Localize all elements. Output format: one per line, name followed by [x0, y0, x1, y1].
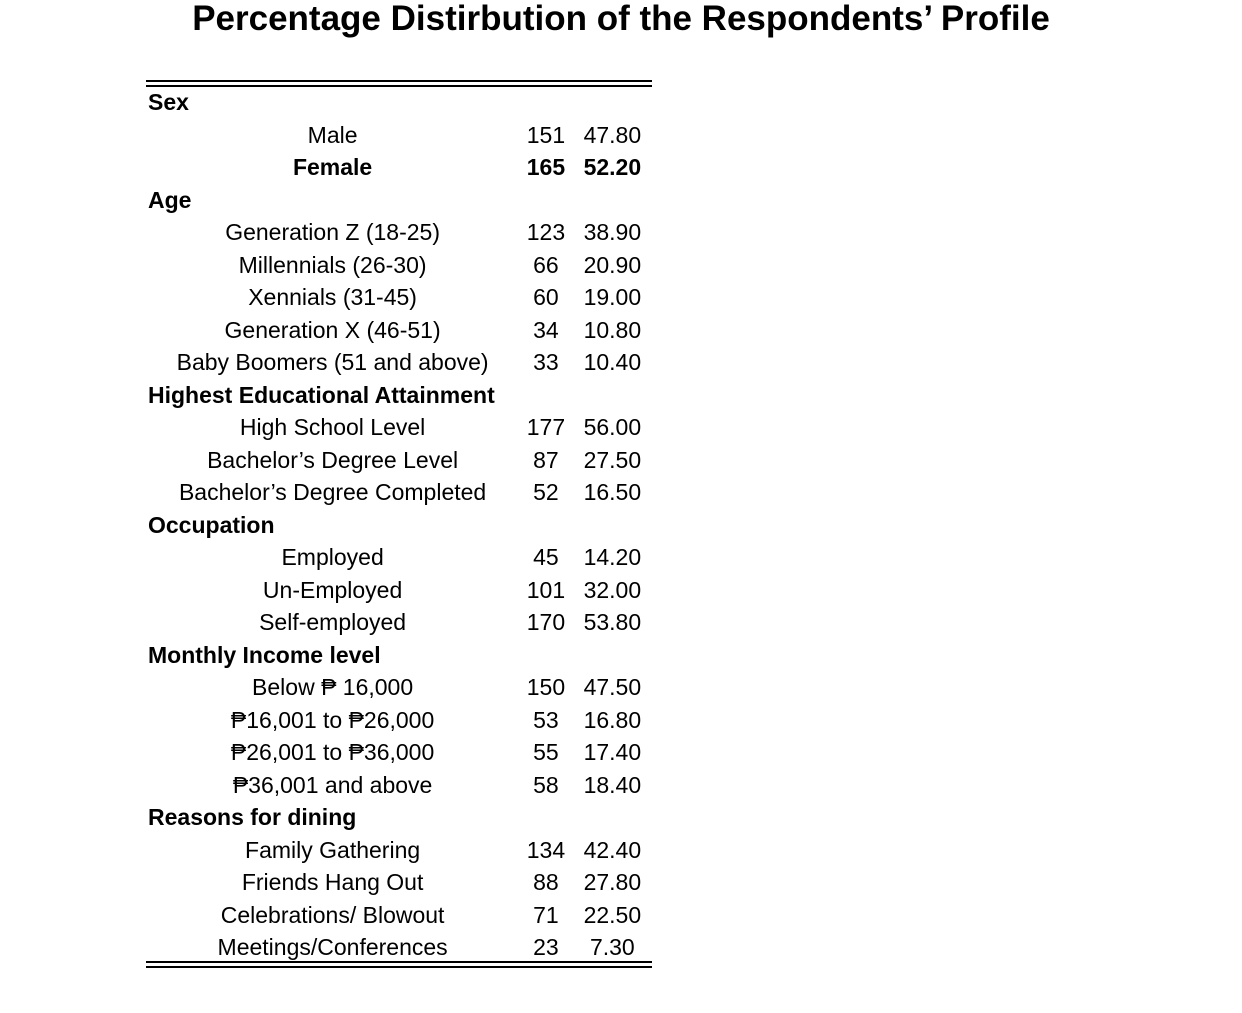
category-label: Male: [307, 121, 358, 148]
section-heading-row: [146, 509, 652, 542]
count-cell: 134: [526, 836, 566, 863]
count-cell: 88: [533, 869, 559, 896]
count-cell: 150: [526, 674, 566, 701]
table-row: [146, 444, 652, 477]
count-cell: 52: [533, 479, 559, 506]
category-label: Meetings/Conferences: [217, 934, 448, 961]
count-cell: 71: [533, 901, 559, 928]
percent-cell: 18.40: [583, 771, 642, 798]
percent-cell: 19.00: [583, 284, 642, 311]
section-heading: Sex: [148, 89, 189, 116]
count-cell: 34: [533, 316, 559, 343]
table-row: [146, 314, 652, 347]
section-heading-row: [146, 639, 652, 672]
empty-cell: [573, 86, 652, 119]
empty-cell: [573, 379, 652, 412]
percent-cell: 47.80: [583, 121, 642, 148]
section-heading-row: [146, 184, 652, 217]
table-row: [146, 769, 652, 802]
percent-cell: 32.00: [583, 576, 642, 603]
category-label: Female: [292, 154, 373, 181]
category-label: Friends Hang Out: [241, 869, 424, 896]
category-label: Baby Boomers (51 and above): [176, 349, 489, 376]
count-cell: 53: [533, 706, 559, 733]
count-cell: 60: [533, 284, 559, 311]
section-heading: Highest Educational Attainment: [148, 381, 495, 408]
table-row: [146, 606, 652, 639]
table-row: [146, 704, 652, 737]
bottom-rule-outer: [146, 961, 652, 963]
percent-cell: 7.30: [589, 934, 635, 961]
percent-cell: 27.80: [583, 869, 642, 896]
percent-cell: 38.90: [583, 219, 642, 246]
count-cell: 23: [533, 934, 559, 961]
count-cell: 177: [526, 414, 566, 441]
table-row: [146, 541, 652, 574]
empty-cell: [519, 86, 573, 119]
table-row: [146, 736, 652, 769]
table-row: [146, 931, 652, 964]
table-row: [146, 834, 652, 867]
empty-cell: [519, 801, 573, 834]
empty-cell: [573, 509, 652, 542]
percent-cell: 20.90: [583, 251, 642, 278]
count-cell: 101: [526, 576, 566, 603]
count-cell: 123: [526, 219, 566, 246]
top-rule-outer: [146, 80, 652, 82]
category-label: Generation Z (18-25): [225, 219, 440, 246]
empty-cell: [519, 379, 573, 412]
count-cell: 45: [533, 544, 559, 571]
profile-table-body: [146, 86, 652, 964]
category-label: Celebrations/ Blowout: [220, 901, 445, 928]
count-cell: 151: [526, 121, 566, 148]
count-cell: 170: [526, 609, 566, 636]
percent-cell: 27.50: [583, 446, 642, 473]
count-cell: 55: [533, 739, 559, 766]
category-label: Below ₱ 16,000: [252, 674, 414, 701]
category-label: High School Level: [239, 414, 426, 441]
percent-cell: 17.40: [583, 739, 642, 766]
table-row: [146, 151, 652, 184]
percent-cell: 22.50: [583, 901, 642, 928]
count-cell: 87: [533, 446, 559, 473]
category-label: Bachelor’s Degree Completed: [178, 479, 487, 506]
bottom-rule-inner: [146, 966, 652, 968]
table-row: [146, 476, 652, 509]
table-row: [146, 216, 652, 249]
category-label: Bachelor’s Degree Level: [207, 446, 459, 473]
count-cell: 165: [526, 154, 566, 181]
empty-cell: [519, 639, 573, 672]
category-label: ₱36,001 and above: [232, 771, 433, 798]
percent-cell: 10.80: [583, 316, 642, 343]
percent-cell: 53.80: [583, 609, 642, 636]
category-label: ₱16,001 to ₱26,000: [230, 706, 435, 733]
table-row: [146, 671, 652, 704]
empty-cell: [519, 184, 573, 217]
category-label: ₱26,001 to ₱36,000: [230, 739, 435, 766]
category-label: Xennials (31-45): [248, 284, 417, 311]
percent-cell: 16.80: [583, 706, 642, 733]
empty-cell: [573, 184, 652, 217]
section-heading-row: [146, 86, 652, 119]
percent-cell: 42.40: [583, 836, 642, 863]
section-heading: Occupation: [148, 511, 275, 538]
category-label: Un-Employed: [262, 576, 403, 603]
section-heading-row: [146, 801, 652, 834]
category-label: Employed: [281, 544, 384, 571]
section-heading: Monthly Income level: [148, 641, 381, 668]
count-cell: 58: [533, 771, 559, 798]
percent-cell: 14.20: [583, 544, 642, 571]
table-row: [146, 281, 652, 314]
percent-cell: 52.20: [583, 154, 642, 181]
section-heading: Reasons for dining: [148, 804, 357, 831]
category-label: Millennials (26-30): [238, 251, 427, 278]
table-title: Percentage Distirbution of the Respondents’ Profile: [192, 0, 1050, 38]
profile-table: [146, 86, 652, 964]
category-label: Self-employed: [259, 609, 407, 636]
table-row: [146, 411, 652, 444]
table-row: [146, 346, 652, 379]
section-heading: Age: [148, 186, 192, 213]
percent-cell: 47.50: [583, 674, 642, 701]
table-row: [146, 866, 652, 899]
count-cell: 33: [533, 349, 559, 376]
category-label: Generation X (46-51): [224, 316, 441, 343]
percent-cell: 16.50: [583, 479, 642, 506]
empty-cell: [519, 509, 573, 542]
table-row: [146, 249, 652, 282]
category-label: Family Gathering: [245, 836, 421, 863]
section-heading-row: [146, 379, 652, 412]
empty-cell: [573, 639, 652, 672]
percent-cell: 56.00: [583, 414, 642, 441]
table-row: [146, 119, 652, 152]
table-row: [146, 574, 652, 607]
table-row: [146, 899, 652, 932]
empty-cell: [573, 801, 652, 834]
count-cell: 66: [533, 251, 559, 278]
percent-cell: 10.40: [583, 349, 642, 376]
